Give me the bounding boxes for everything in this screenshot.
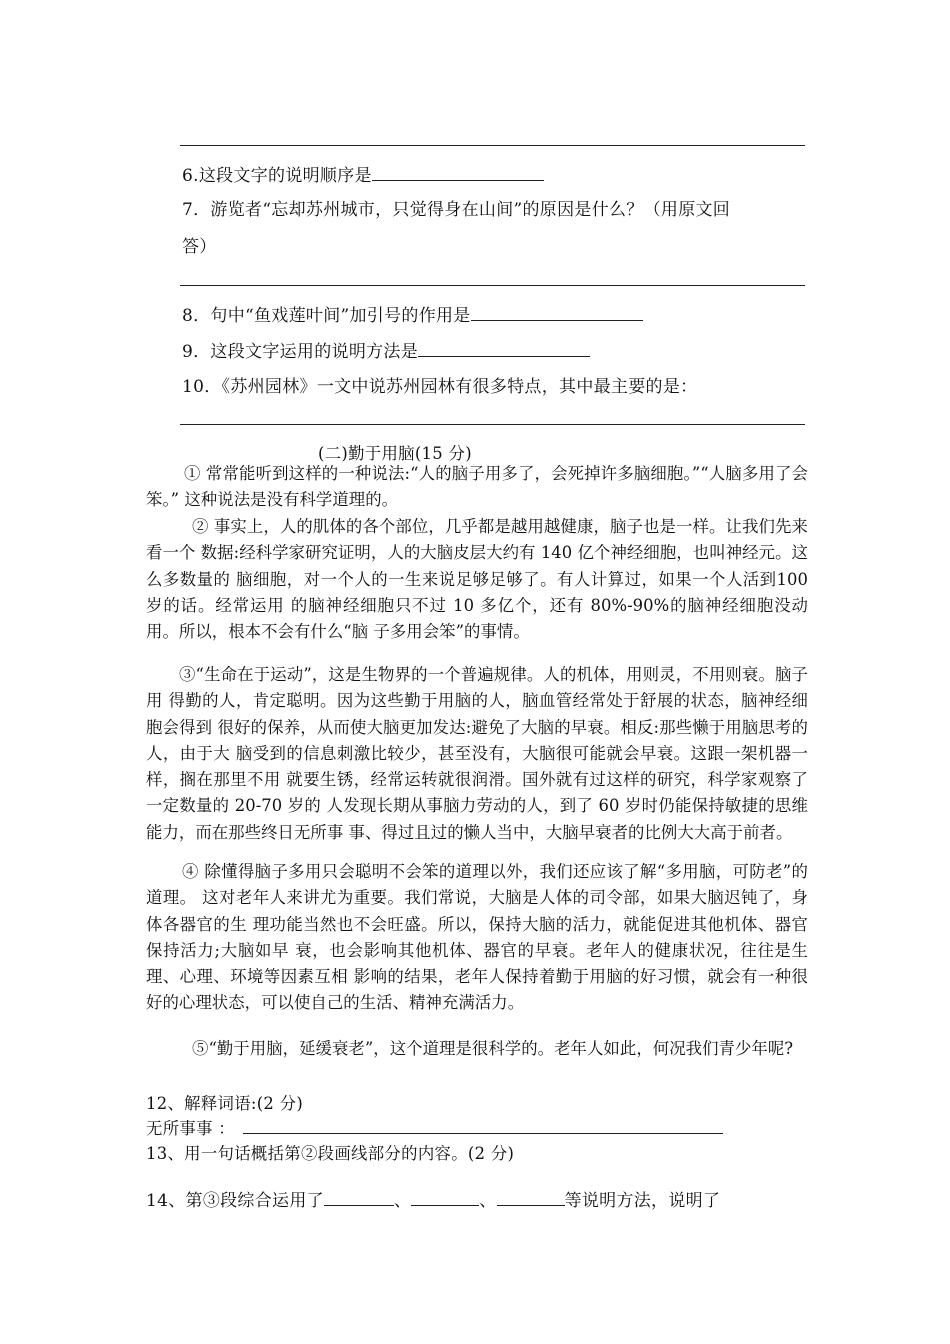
paragraph-1 [146,461,808,514]
paragraph-3 [146,662,808,846]
question-12-word-text: 无所事事 ： [146,1119,235,1138]
answer-blank[interactable] [411,1191,479,1206]
paragraph-2-text: ② 事实上，人的肌体的各个部位，几乎都是越用越健康，脑子也是一样。让我们先来看一个 数据:经科学家研究证明，人的大脑皮层大约有 140 亿个神经细胞，也叫神经元。这么多数量的 脑细胞，对一个人的一生来说足够足够了。有人计算过，如果一个人活到100 岁的话。经常运用 的脑神经细胞只不过 10 多亿个，还有 80%-90%的脑神经细胞没动用。所以，根本不会有什么“脑 子多用会笨”的事情。 [146,517,808,642]
question-13-text: 13、用一句话概括第②段画线部分的内容。(2 分) [146,1144,515,1163]
question-7-text: 7．游览者“忘却苏州城市，只觉得身在山间”的原因是什么？（用原文回 [182,200,731,220]
answer-blank[interactable] [418,342,590,357]
question-10 [182,372,697,397]
question-12 [146,1090,303,1114]
separator: 、 [479,1191,497,1211]
answer-blank[interactable] [324,1191,394,1206]
paragraph-4 [146,859,808,1017]
paragraph-2 [146,514,808,645]
paragraph-5-text: ⑤“勤于用脑，延缓衰老”，这个道理是很科学的。老年人如此，何况我们青少年呢? [192,1039,794,1058]
answer-blank[interactable] [372,166,544,181]
question-7-line2 [182,232,217,257]
question-14-text-cont: 等说明方法，说明了 [564,1191,721,1211]
separator: 、 [393,1191,412,1211]
question-8 [182,301,643,326]
question-6-text: 6.这段文字的说明顺序是 [182,166,372,186]
question-14 [146,1186,720,1211]
answer-blank[interactable] [497,1191,565,1206]
question-8-text: 8．句中“鱼戏莲叶间”加引号的作用是 [182,306,471,326]
question-6 [182,161,544,186]
answer-blank[interactable] [471,306,643,321]
answer-line [180,424,805,425]
question-7-text-cont: 答） [182,237,217,257]
question-9 [182,337,590,362]
paragraph-5 [146,1036,808,1062]
question-7-line1 [182,195,730,220]
section-title-text: (二)勤于用脑(15 分) [318,444,472,463]
paragraph-4-text: ④ 除懂得脑子多用只会聪明不会笨的道理以外，我们还应该了解“多用脑，可防老”的道理。 这对老年人来讲尤为重要。我们常说，大脑是人体的司令部，如果大脑迟钝了，身体各器官的生 理功能当然也不会旺盛。所以，保持大脑的活力，就能促进其他机体、器官保持活力;大脑如早 衰，也会影响其他机体、器官的早衰。老年人的健康状况，往往是生理、心理、环境等因素互相 影响的结果，老年人保持着勤于用脑的好习惯，就会有一种很好的心理状态，可以使自己的生活、精神充满活力。 [146,862,808,1013]
answer-line [180,285,805,286]
question-13 [146,1140,514,1164]
question-9-text: 9．这段文字运用的说明方法是 [182,342,419,362]
question-12-text: 12、解释词语:(2 分) [146,1094,304,1113]
paragraph-3-text: ③“生命在于运动”，这是生物界的一个普遍规律。人的机体，用则灵，不用则衰。脑子用 得勤的人，肯定聪明。因为这些勤于用脑的人，脑血管经常处于舒展的状态，脑神经细胞会得到 很好的保养，从而使大脑更加发达:避免了大脑的早衰。相反:那些懒于用脑思考的人，由于大 脑受到的信息刺激比较少，甚至没有，大脑很可能就会早衰。这跟一架机器一样，搁在那里不用 就要生锈，经常运转就很润滑。国外就有过这样的研究，科学家观察了一定数量的 20-70 岁的 人发现长期从事脑力劳动的人，到了 60 岁时仍能保持敏捷的思维能力，而在那些终日无所事 事、得过且过的懒人当中，大脑早衰者的比例大大高于前者。 [146,665,808,842]
paragraph-1-text: ① 常常能听到这样的一种说法:“人的脑子用多了，会死掉许多脑细胞。”“人脑多用了会笨。” 这种说法是没有科学道理的。 [146,464,808,510]
answer-line [180,145,805,146]
question-14-text: 14、第③段综合运用了 [146,1191,324,1211]
question-12-word [146,1115,723,1139]
answer-blank[interactable] [243,1119,723,1134]
question-10-text: 10．《苏州园林》一文中说苏州园林有很多特点，其中最主要的是： [182,377,698,397]
